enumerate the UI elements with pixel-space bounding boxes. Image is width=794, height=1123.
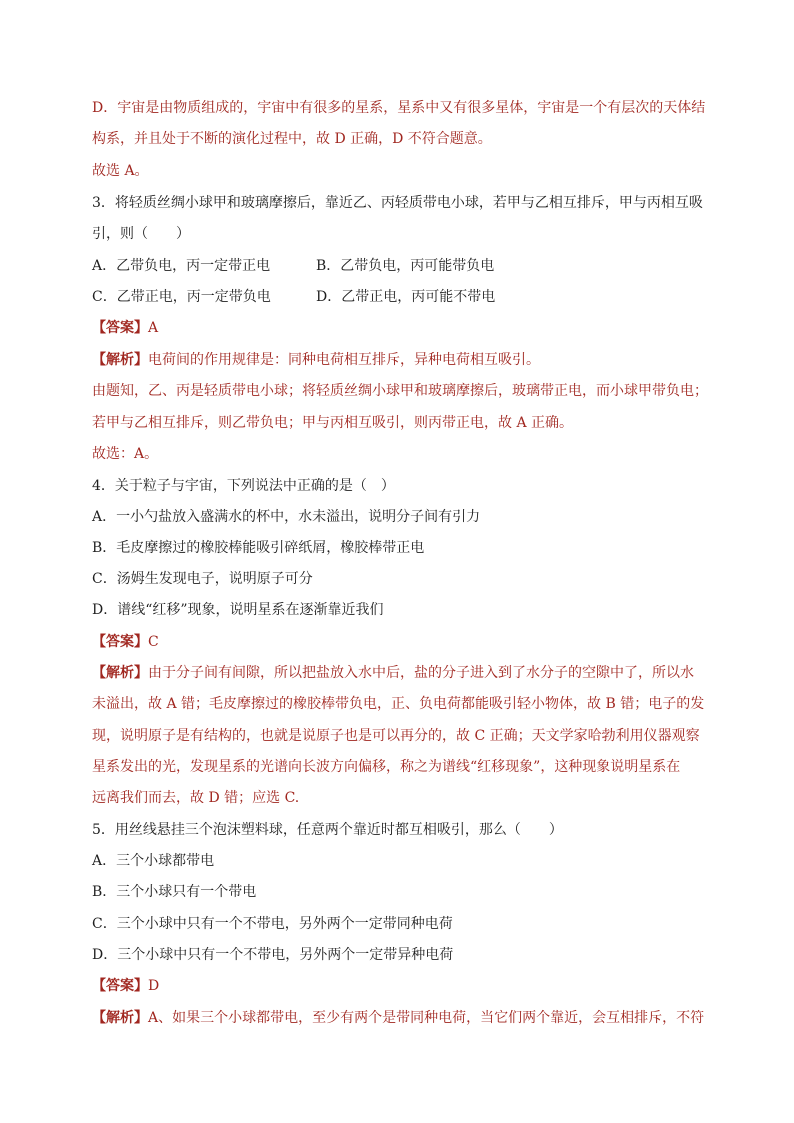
analysis-tag: 【解析】: [92, 665, 148, 681]
q4-analysis-line4: 星系发出的光，发现星系的光谱向长波方向偏移，称之为谱线“红移现象”，这种现象说明星系在: [92, 759, 681, 775]
q5-answer-value: D: [148, 978, 160, 994]
q5-option-a: A．三个小球都带电: [92, 853, 215, 869]
q4-analysis-line1: [92, 663, 712, 683]
q4-option-c: C．汤姆生发现电子，说明原子可分: [92, 571, 313, 587]
q3-analysis-line1: [92, 350, 712, 370]
q3-stem-line1: 3．将轻质丝绸小球甲和玻璃摩擦后，靠近乙、丙轻质带电小球，若甲与乙相互排斥，甲与丙相互吸: [92, 195, 703, 211]
q3-analysis-text1: 电荷间的作用规律是：同种电荷相互排斥，异种电荷相互吸引。: [148, 352, 540, 368]
q4-option-a: A．一小勺盐放入盛满水的杯中，水未溢出，说明分子间有引力: [92, 509, 481, 525]
q3-answer: [92, 318, 712, 338]
q3-stem-line2: 引，则（ ）: [92, 226, 190, 242]
q5-stem: 5．用丝线悬挂三个泡沫塑料球，任意两个靠近时都互相吸引，那么（ ）: [92, 822, 563, 838]
q2-select: 故选 A。: [92, 163, 149, 179]
q3-option-c: C．乙带正电，丙一定带负电: [92, 289, 271, 305]
q3-analysis-line3: 若甲与乙相互排斥，则乙带负电；甲与丙相互吸引，则丙带正电，故 A 正确。: [92, 415, 574, 431]
q4-analysis-line2: 未溢出，故 A 错；毛皮摩擦过的橡胶棒带负电，正、负电荷都能吸引轻小物体，故 B 错；电子的发: [92, 696, 705, 712]
q3-analysis-line2: 由题知，乙、丙是轻质带电小球；将轻质丝绸小球甲和玻璃摩擦后，玻璃带正电，而小球甲带负电；: [92, 383, 708, 399]
q4-analysis-text1: 由于分子间有间隙，所以把盐放入水中后，盐的分子进入到了水分子的空隙中了，所以水: [148, 665, 694, 681]
q2-option-d-analysis-line2: 构系，并且处于不断的演化过程中，故 D 正确，D 不符合题意。: [92, 131, 492, 147]
q5-option-b: B．三个小球只有一个带电: [92, 884, 257, 900]
q4-option-b: B．毛皮摩擦过的橡胶棒能吸引碎纸屑，橡胶棒带正电: [92, 540, 425, 556]
q5-analysis-text1: A、如果三个小球都带电，至少有两个是带同种电荷，当它们两个靠近，会互相排斥，不符: [148, 1010, 705, 1026]
q5-option-c: C．三个小球中只有一个不带电，另外两个一定带同种电荷: [92, 916, 453, 932]
q5-option-d: D．三个小球中只有一个不带电，另外两个一定带异种电荷: [92, 947, 454, 963]
q3-select: 故选：A。: [92, 446, 159, 462]
q4-answer-value: C: [148, 634, 159, 650]
q4-analysis-line5: 远离我们而去，故 D 错；应选 C.: [92, 790, 300, 806]
q5-analysis-line1: [92, 1008, 712, 1028]
answer-tag: 【答案】: [92, 978, 148, 994]
q4-option-d: D．谱线“红移”现象，说明星系在逐渐靠近我们: [92, 602, 384, 618]
q3-answer-value: A: [148, 320, 159, 336]
answer-tag: 【答案】: [92, 634, 148, 650]
q4-analysis-line3: 现，说明原子是有结构的，也就是说原子也是可以再分的，故 C 正确；天文学家哈勃利用仪器观察: [92, 728, 700, 744]
q2-option-d-analysis-line1: D．宇宙是由物质组成的，宇宙中有很多的星系，星系中又有很多星体，宇宙是一个有层次的天体结: [92, 100, 706, 116]
q3-option-b: B．乙带负电，丙可能带负电: [316, 258, 495, 274]
q4-answer: [92, 632, 712, 652]
q3-option-a: A．乙带负电，丙一定带正电: [92, 258, 271, 274]
q3-option-d: D．乙带正电，丙可能不带电: [316, 289, 496, 305]
analysis-tag: 【解析】: [92, 352, 148, 368]
q4-stem: 4．关于粒子与宇宙，下列说法中正确的是（ ）: [92, 478, 395, 494]
q5-answer: [92, 976, 712, 996]
analysis-tag: 【解析】: [92, 1010, 148, 1026]
answer-tag: 【答案】: [92, 320, 148, 336]
